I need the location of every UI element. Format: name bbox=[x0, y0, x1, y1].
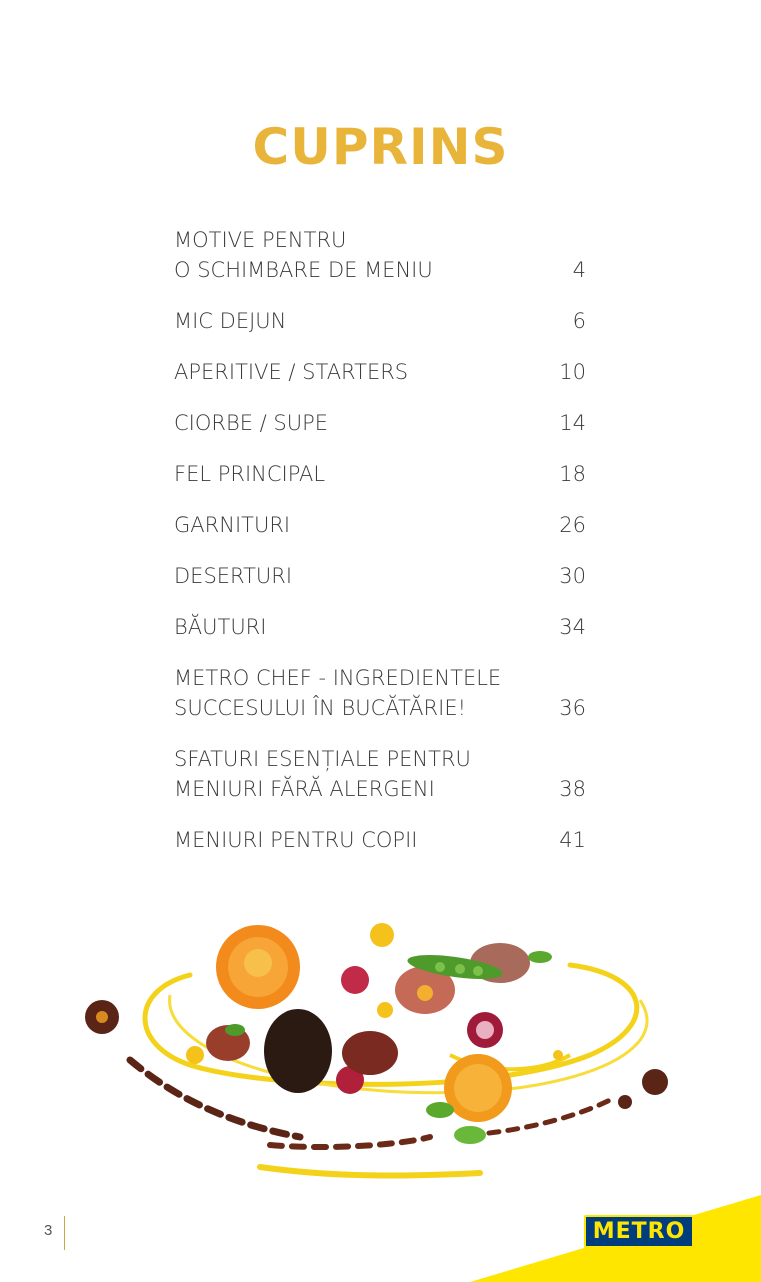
toc-item-label: APERITIVE / STARTERS bbox=[174, 360, 409, 384]
toc-item-page: 4 bbox=[572, 258, 586, 282]
toc-item[interactable] bbox=[174, 663, 586, 723]
toc-item-label: DESERTURI bbox=[174, 564, 293, 588]
page-title: CUPRINS bbox=[252, 118, 509, 176]
toc-item-page: 38 bbox=[559, 777, 586, 801]
metro-logo bbox=[584, 1215, 694, 1248]
table-of-contents bbox=[174, 225, 586, 855]
plated-dish-image bbox=[70, 905, 690, 1195]
toc-item-page: 36 bbox=[559, 696, 586, 720]
toc-item-label: FEL PRINCIPAL bbox=[174, 462, 326, 486]
page-number: 3 bbox=[44, 1222, 53, 1239]
toc-item[interactable] bbox=[174, 510, 586, 540]
toc-item[interactable] bbox=[174, 459, 586, 489]
toc-item-label: SFATURI ESENȚIALE PENTRU MENIURI FĂRĂ ALERGENI bbox=[174, 747, 471, 801]
toc-item-page: 26 bbox=[559, 513, 586, 537]
toc-item[interactable] bbox=[174, 561, 586, 591]
metro-logo-text: METRO bbox=[592, 1219, 686, 1244]
toc-item[interactable] bbox=[174, 306, 586, 336]
toc-item-label: MIC DEJUN bbox=[174, 309, 287, 333]
toc-item-page: 6 bbox=[572, 309, 586, 333]
toc-item[interactable] bbox=[174, 225, 586, 285]
toc-item[interactable] bbox=[174, 612, 586, 642]
toc-item-label: MOTIVE PENTRU O SCHIMBARE DE MENIU bbox=[174, 228, 433, 282]
toc-item[interactable] bbox=[174, 744, 586, 804]
page-number-divider bbox=[64, 1216, 65, 1250]
toc-item-page: 18 bbox=[559, 462, 586, 486]
toc-item-page: 14 bbox=[559, 411, 586, 435]
toc-item[interactable] bbox=[174, 825, 586, 855]
toc-item-label: BĂUTURI bbox=[174, 615, 267, 639]
toc-item-page: 30 bbox=[559, 564, 586, 588]
toc-item-label: METRO CHEF - INGREDIENTELE SUCCESULUI ÎN BUCĂTĂRIE! bbox=[174, 666, 502, 720]
toc-item-page: 10 bbox=[559, 360, 586, 384]
toc-item-page: 41 bbox=[559, 828, 586, 852]
toc-item[interactable] bbox=[174, 357, 586, 387]
toc-item-label: MENIURI PENTRU COPII bbox=[174, 828, 418, 852]
toc-item-label: CIORBE / SUPE bbox=[174, 411, 329, 435]
toc-item-page: 34 bbox=[559, 615, 586, 639]
toc-item[interactable] bbox=[174, 408, 586, 438]
toc-item-label: GARNITURI bbox=[174, 513, 291, 537]
